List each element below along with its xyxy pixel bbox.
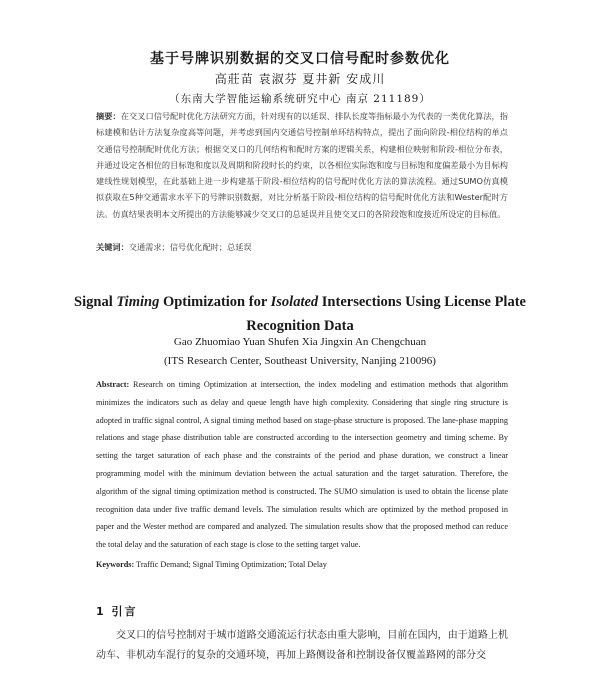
english-keywords-label: Keywords: (96, 560, 135, 569)
chinese-title: 基于号牌识别数据的交叉口信号配时参数优化 (150, 51, 450, 67)
english-keywords-text: Traffic Demand; Signal Timing Optimization; Total Delay (134, 560, 327, 569)
english-title (60, 290, 540, 338)
body-paragraph: 交叉口的信号控制对于城市道路交通流运行状态由重大影响，目前在国内，由于道路上机动车、非机动车混行的复杂的交通环境，再加上路侧设备和控制设备仅覆盖路网的部分交 (96, 630, 508, 661)
chinese-keywords-label: 关键词： (96, 242, 129, 252)
chinese-keywords (96, 242, 508, 253)
chinese-abstract (96, 108, 508, 222)
english-abstract-label: Abstract: (96, 380, 130, 389)
english-abstract-text: Research on timing Optimization at intersection, the index modeling and estimation methods that algorithm minimizes the indicators such as delay and queue length have high complexity. Considering that single ring structure is adopted in traffic signal control, A signal timing method based on stage-phase structure is proposed. The lane-phase mapping relations and stage phase distribution table are constructed according to the intersection geometry and timing scheme. By setting the target saturation of each phase and the constraints of the period and phase duration, we construct a linear programming model with the minimum deviation between the actual saturation and the target saturation. Therefore, the algorithm of the signal timing optimization method is constructed. The SUMO simulation is used to obtain the license plate recognition data under five traffic demand levels. The simulation results which are optimized by the method proposed in paper and the Wester method are compared and analyzed. The simulation results show that the proposed method can reduce the total delay and the saturation of each stage is close to the setting target value. (96, 380, 508, 550)
english-title-part: Isolated (270, 294, 319, 310)
chinese-abstract-text: 在交叉口信号配时优化方法研究方面，针对现有的以延误、排队长度等指标最小为代表的一类优化算法，指标建模和估计方法复杂度高等问题，并考虑到国内交通信号控制单环结构特点，提出了面向阶段-相位结构的单点交通信号控制配时优化方法；根据交叉口的几何结构和配时方案的逻辑关系，构建相位映射和阶段-相位分布表，并通过设定各相位的目标饱和度以及周期和阶段时长的约束，以各相位实际饱和度与目标饱和度偏差最小为目标构建线性规划模型，在此基础上进一步构建基于阶段-相位结构的信号配时优化方法的算法流程。通过SUMO仿真模拟获取在5种交通需求水平下的号牌识别数据，对比分析基于阶段-相位结构的信号配时优化方法和Wester配时方法。仿真结果表明本文所提出的方法能够减少交叉口的总延误并且使交叉口的各阶段饱和度接近所设定的目标值。 (96, 111, 508, 219)
english-authors: Gao Zhuomiao Yuan Shufen Xia Jingxin An Chengchuan (173, 336, 427, 348)
english-abstract (96, 376, 508, 554)
chinese-keywords-text: 交通需求；信号优化配时；总延误 (128, 242, 252, 252)
english-title-part: Optimization for (159, 294, 271, 310)
english-title-part: Signal (74, 294, 117, 310)
chinese-authors: 高莊苗 袁淑芬 夏井新 安成川 (214, 72, 386, 86)
english-title-part: Intersections Using License Plate Recognition Data (246, 294, 526, 334)
section-heading: 1 引言 (96, 605, 138, 618)
chinese-affiliation: （东南大学智能运输系统研究中心 南京 211189） (169, 93, 431, 105)
english-title-part: Timing (116, 294, 160, 310)
english-affiliation: (ITS Research Center, Southeast University, Nanjing 210096) (164, 355, 436, 367)
chinese-abstract-label: 摘要： (96, 111, 121, 121)
english-keywords (96, 560, 508, 569)
